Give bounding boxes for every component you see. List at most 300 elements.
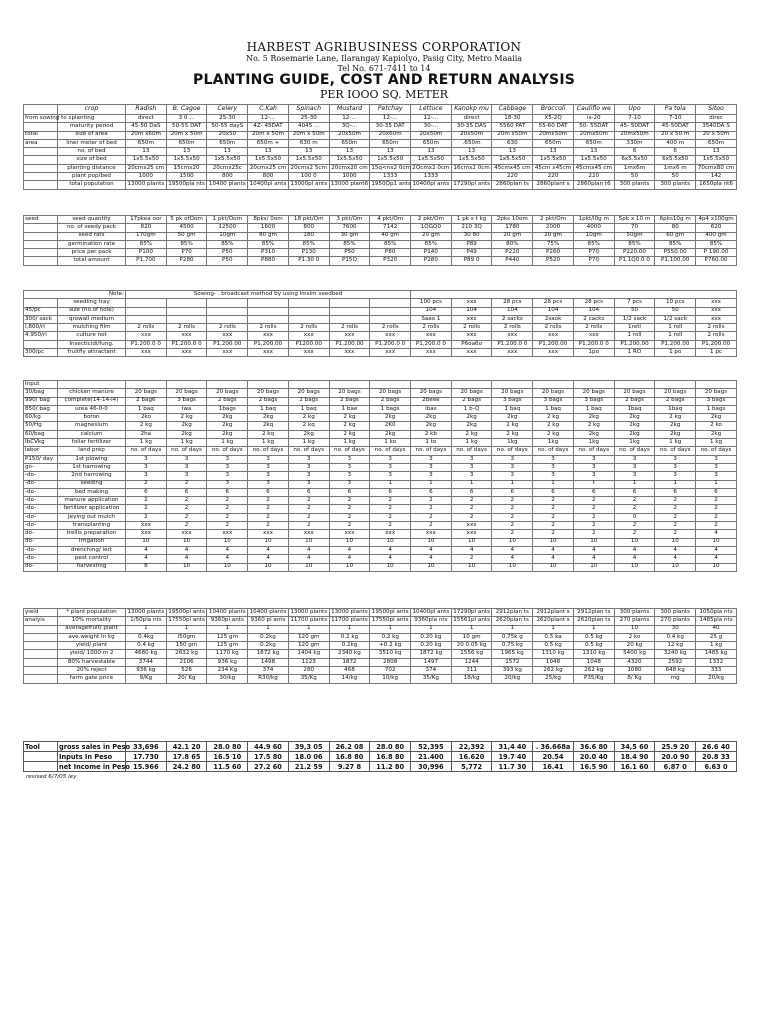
table-cell: 2 <box>696 505 737 513</box>
table-cell: 20m x50m <box>492 131 533 139</box>
table-cell: 0.5 kg <box>573 633 614 641</box>
table-row <box>24 530 737 538</box>
table-cell: 1 kg <box>451 439 492 447</box>
table-cell: 2 rolls <box>696 324 737 332</box>
table-cell: xxx <box>696 315 737 323</box>
row-category: 45/pc <box>24 307 58 315</box>
table-cell: 2 <box>573 522 614 530</box>
table-cell: 4 <box>696 530 737 538</box>
table-cell: 0.20 kg <box>411 642 452 650</box>
table-cell: 20/kg <box>492 675 533 683</box>
table-cell: 262 kg <box>533 667 574 675</box>
table-cell: 2kg <box>573 414 614 422</box>
table-cell: 2 kq <box>288 422 329 430</box>
table-cell: 14/kg <box>329 675 370 683</box>
table-cell: 13 <box>492 148 533 156</box>
table-cell: 20 bags <box>533 389 574 397</box>
totals-cell: 36.6 80 <box>573 742 614 752</box>
table-cell: 1 RO <box>614 349 655 357</box>
table-cell: 1 <box>655 480 696 488</box>
table-cell: 9360pla nts <box>411 617 452 625</box>
table-cell: 800 <box>207 173 248 181</box>
table-cell: Petchay <box>370 105 411 115</box>
table-cell <box>248 381 289 389</box>
table-cell: 1QGQ0 <box>411 224 452 232</box>
table-cell: 3 <box>370 455 411 463</box>
table-cell: 0.75 kg <box>492 642 533 650</box>
table-cell: 2 <box>492 497 533 505</box>
table-cell: 3 <box>655 463 696 471</box>
table-cell: 650m <box>207 139 248 147</box>
table-cell: 2 <box>411 513 452 521</box>
table-cell: 6x5.5x50 <box>655 156 696 164</box>
table-cell: 1 <box>329 625 370 633</box>
table-cell <box>207 307 248 315</box>
table-cell: 10 <box>207 563 248 571</box>
table-cell: 50 <box>614 307 655 315</box>
row-category: 60/kg <box>24 414 58 422</box>
row-category: -do- <box>24 497 58 505</box>
table-cell: 468 <box>329 667 370 675</box>
table-cell: no. of days <box>696 447 737 455</box>
row-label <box>58 381 126 389</box>
totals-cell: 42.1 20 <box>166 742 207 752</box>
table-cell: 3 bags <box>696 397 737 405</box>
row-label: 1st harrowing <box>58 463 126 471</box>
table-cell: 1 baq <box>288 405 329 413</box>
table-cell: 2kg <box>451 422 492 430</box>
table-cell: 3 <box>126 463 167 471</box>
table-cell: 20 gm <box>411 232 452 240</box>
table-cell: P1,200.0 0 <box>411 340 452 348</box>
table-cell: 1baq <box>655 405 696 413</box>
table-cell: 20x50m <box>329 131 370 139</box>
table-cell: 20 bags <box>207 389 248 397</box>
totals-label: Inputs In Peso <box>58 752 126 762</box>
table-cell: 104 <box>451 307 492 315</box>
table-cell: 7-10 <box>655 115 696 123</box>
table-cell: 50-55 dayS <box>207 123 248 131</box>
table-row <box>24 609 737 617</box>
table-cell: xxx <box>207 530 248 538</box>
row-label: boron <box>58 414 126 422</box>
table-cell: 20mx50m <box>573 131 614 139</box>
table-cell: 25-30 <box>288 115 329 123</box>
table-cell: Radish <box>126 105 167 115</box>
table-cell: 2 <box>288 497 329 505</box>
table-cell: 620 <box>696 224 737 232</box>
table-cell: 2 <box>533 505 574 513</box>
table-cell: P1,200.00 <box>696 340 737 348</box>
row-label: total amount <box>58 257 126 265</box>
table-cell: 4 <box>329 546 370 554</box>
table-cell: 300 plants <box>655 609 696 617</box>
table-cell: 300 plants <box>655 181 696 189</box>
table-cell: 125 gm <box>207 633 248 641</box>
table-cell: no. of days <box>207 447 248 455</box>
row-label: seed rats <box>58 232 126 240</box>
table-cell: 1/50pla nts <box>126 617 167 625</box>
table-cell: 9360 pl ants <box>248 617 289 625</box>
table-cell: 2 rolls <box>573 324 614 332</box>
table-cell: 0.75k g <box>492 633 533 641</box>
table-cell: 3 <box>126 472 167 480</box>
row-category: 4,950/rl <box>24 332 58 340</box>
table-cell: 2 bags <box>655 397 696 405</box>
table-cell: direct <box>451 115 492 123</box>
table-cell: 1 <box>411 625 452 633</box>
table-cell: 20x50m <box>451 131 492 139</box>
table-cell: 1mx6m <box>614 164 655 172</box>
table-cell: P550.00 <box>655 249 696 257</box>
table-cell: 4 <box>370 555 411 563</box>
table-cell: 1485 kg <box>696 650 737 658</box>
table-cell: 12-... <box>411 115 452 123</box>
table-cell: 1556 kg <box>451 650 492 658</box>
table-cell: Kanokp mu <box>451 105 492 115</box>
table-cell: 3 <box>696 455 737 463</box>
table-cell: 2 <box>614 530 655 538</box>
table-cell: P310 <box>248 249 289 257</box>
table-row <box>24 563 737 571</box>
table-cell: 30-35 DAS <box>451 123 492 131</box>
table-cell: 13 <box>370 148 411 156</box>
totals-table <box>23 741 737 772</box>
table-cell: 10 <box>451 563 492 571</box>
table-cell: P1,200.00 <box>533 340 574 348</box>
table-cell: 650m <box>573 139 614 147</box>
table-cell: 374 <box>248 667 289 675</box>
table-cell: 1mx6 m <box>655 164 696 172</box>
table-row <box>24 455 737 463</box>
row-category: total <box>24 131 58 139</box>
table-cell: 2kq <box>248 422 289 430</box>
totals-cell: 11.2 80 <box>370 762 411 772</box>
table-row <box>24 315 737 323</box>
table-cell: 3 <box>329 472 370 480</box>
table-cell <box>451 173 492 181</box>
table-cell: 6 <box>533 488 574 496</box>
table-cell: 10400pl ants <box>249 181 287 188</box>
table-cell: 6 <box>696 488 737 496</box>
table-cell: 40 gm <box>370 232 411 240</box>
table-cell: xxx <box>288 349 329 357</box>
totals-cell: 17.8 65 <box>166 752 207 762</box>
table-cell: P1,200.00 <box>614 340 655 348</box>
totals-category: Tool <box>24 742 58 752</box>
totals-category <box>24 762 58 772</box>
table-cell: 4 <box>411 546 452 554</box>
table-cell: 142 <box>696 173 737 181</box>
table-cell: 650m <box>126 139 167 147</box>
table-cell: P1,100.00 <box>655 257 696 265</box>
row-category <box>24 105 58 115</box>
table-cell: 1 <box>451 625 492 633</box>
table-cell: no. of days <box>166 447 207 455</box>
table-cell: 10 <box>655 538 696 546</box>
table-cell: 20 bags <box>370 389 411 397</box>
table-cell: 1 baq <box>492 405 533 413</box>
table-cell: 80 <box>655 224 696 232</box>
table-cell: no. of days <box>370 447 411 455</box>
table-cell <box>329 315 370 323</box>
row-category <box>24 625 58 633</box>
table-row <box>24 389 737 397</box>
table-cell: 10 <box>248 538 289 546</box>
table-cell: xxx <box>411 332 452 340</box>
table-cell: 20/ Kg <box>166 675 207 683</box>
totals-cell: 16.8 80 <box>329 752 370 762</box>
table-cell: P130 <box>288 249 329 257</box>
table-cell: 2 rolls <box>451 324 492 332</box>
row-category <box>24 148 58 156</box>
table-cell: 2 <box>573 530 614 538</box>
table-cell: 1 <box>533 480 574 488</box>
table-cell: 4 <box>533 555 574 563</box>
table-cell: 16cmx2 0cm <box>451 164 492 172</box>
table-cell: 85% <box>126 240 167 248</box>
table-cell: 2 kg <box>126 422 167 430</box>
table-cell: 15q<nx2 0cm <box>371 164 411 171</box>
table-cell: 9360pl ants <box>207 617 248 625</box>
table-cell: Cabbage <box>492 105 533 115</box>
table-cell: 3 <box>696 463 737 471</box>
table-cell: 2 <box>614 497 655 505</box>
row-category: seed <box>24 216 58 224</box>
table-cell: xxx <box>248 332 289 340</box>
table-row <box>24 299 737 307</box>
table-cell: 80 gm <box>248 232 289 240</box>
table-cell: 12500 <box>207 224 248 232</box>
table-cell: P89 0 <box>451 257 492 265</box>
table-cell: 2 bags <box>207 397 248 405</box>
table-cell: 15cmx20 <box>166 164 207 172</box>
table-cell: 2 <box>166 505 207 513</box>
table-cell: 1/2 sack <box>614 315 655 323</box>
row-label: land prep <box>58 447 126 455</box>
totals-label: net Income in Peso <box>59 762 130 771</box>
row-category: 990/ bag <box>24 397 58 405</box>
table-cell: 311 <box>451 667 492 675</box>
row-label: magnesium <box>58 422 126 430</box>
table-cell: 20cmx2 5cm <box>288 164 329 172</box>
row-label: complete(14-14-l4) <box>58 397 126 405</box>
row-category <box>24 667 58 675</box>
table-cell: 4000 <box>573 224 614 232</box>
table-cell: 1 pkt/Oom <box>207 216 248 224</box>
table-cell: 4 <box>207 555 248 563</box>
table-cell: 2 rolls <box>533 324 574 332</box>
table-cell: 3 <box>614 463 655 471</box>
table-cell: 3 <box>451 463 492 471</box>
table-cell: mg <box>655 675 696 683</box>
table-row <box>24 667 737 675</box>
table-cell: 2 <box>451 513 492 521</box>
table-cell: 3 <box>655 472 696 480</box>
table-cell: 1retl <box>614 324 655 332</box>
table-cell: 4 <box>492 546 533 554</box>
table-cell: no. of days <box>248 447 289 455</box>
table-cell: 6 <box>370 488 411 496</box>
table-cell: 20m x 50m <box>248 131 289 139</box>
totals-cell: 44.9 60 <box>248 742 289 752</box>
row-label: foliar fertilizer <box>58 439 126 447</box>
table-cell: 2 <box>411 497 452 505</box>
table-cell: 45cmx45 cm <box>492 164 533 172</box>
table-row <box>24 105 737 115</box>
table-cell: 17290pl ants <box>453 181 490 188</box>
row-category: 50/Hg <box>24 422 58 430</box>
table-cell: 1kg <box>614 439 655 447</box>
table-cell: 3 <box>207 480 248 488</box>
table-row <box>24 650 737 658</box>
table-cell: 1572 <box>492 658 533 666</box>
table-row <box>24 257 737 265</box>
table-cell: 2 rolls <box>329 324 370 332</box>
table-cell: 800 <box>288 224 329 232</box>
table-cell: 1 pk s t kg <box>451 216 492 224</box>
table-cell: 1x5.5x50 <box>329 156 370 164</box>
table-cell: P50 <box>329 249 370 257</box>
row-label: fruitfly attractant <box>58 349 126 357</box>
table-cell: P80 <box>370 249 411 257</box>
table-cell: 10400 plants <box>208 608 246 615</box>
table-cell: 5560 PAT <box>492 123 533 131</box>
table-cell: B. Cagoe <box>166 105 207 115</box>
table-cell: xxx <box>329 530 370 538</box>
table-cell: xxx <box>370 349 411 357</box>
table-cell: 20 bags <box>411 389 452 397</box>
table-cell: 1333 <box>370 173 411 181</box>
table-cell: 10 <box>329 563 370 571</box>
table-cell: 2 bags <box>329 397 370 405</box>
table-cell: 1 b-Q <box>451 405 492 413</box>
table-cell: 280 <box>288 667 329 675</box>
table-cell: 10 <box>329 538 370 546</box>
table-cell: 3 <box>492 463 533 471</box>
table-cell: 10 <box>614 563 655 571</box>
table-cell: 10 <box>166 563 207 571</box>
table-cell: 2kg <box>207 430 248 438</box>
document-title: PLANTING GUIDE, COST AND RETURN ANALYSIS <box>192 72 576 88</box>
table-cell <box>126 299 167 307</box>
table-cell: 2 kg <box>329 430 370 438</box>
table-cell: no. of days <box>288 447 329 455</box>
table-cell: 1 <box>411 480 452 488</box>
table-cell: 13 <box>288 148 329 156</box>
table-cell: 20x50 <box>207 131 248 139</box>
totals-cell: 16.41 <box>533 762 574 772</box>
section-4-table <box>23 380 737 572</box>
table-cell: 2 <box>207 522 248 530</box>
table-cell: 650m <box>411 139 452 147</box>
totals-cell: 16.5 90 <box>573 762 614 772</box>
table-cell: 1000 <box>329 173 370 181</box>
table-cell: 2kg <box>614 422 655 430</box>
table-cell: 13 <box>696 148 737 156</box>
table-cell: 2106 <box>166 658 207 666</box>
table-cell: xxx <box>370 530 411 538</box>
table-cell: 3 <box>248 455 289 463</box>
table-cell: 10400 plants <box>249 608 287 615</box>
table-cell: 2kg <box>166 430 207 438</box>
table-cell: 1x5.5x50 <box>207 156 248 164</box>
table-cell: 3 <box>166 472 207 480</box>
table-cell: R30/kg <box>248 675 289 683</box>
table-cell: 4 <box>451 546 492 554</box>
table-cell: 3 <box>370 472 411 480</box>
totals-cell: 33,696 <box>126 742 167 752</box>
table-cell: 2860plan t6 <box>573 181 614 189</box>
totals-cell: 26.6 40 <box>696 742 737 752</box>
table-cell: 2 ko <box>696 422 737 430</box>
table-cell: 2 <box>655 522 696 530</box>
table-cell: 10 <box>573 538 614 546</box>
row-category: -do- <box>24 546 58 554</box>
row-category: -do- <box>24 522 58 530</box>
totals-cell: 20.0 90 <box>655 752 696 762</box>
totals-cell: 28.0 80 <box>370 742 411 752</box>
table-cell: 85% <box>411 240 452 248</box>
totals-cell: 20.8 33 <box>696 752 737 762</box>
table-cell: 40 <box>696 625 737 633</box>
table-row <box>24 148 737 156</box>
table-cell: 170gm <box>126 232 167 240</box>
table-row <box>24 123 737 131</box>
table-cell <box>370 381 411 389</box>
table-cell: Celery <box>207 105 248 115</box>
table-cell: 3 <box>288 480 329 488</box>
row-label: bed making <box>58 488 126 496</box>
table-cell: 936 kg <box>126 667 167 675</box>
table-cell <box>451 381 492 389</box>
company-address: No. 5 Rosemarie Lane, Ilarangay Kapiolyo, Pasig City, Metro Maaiia <box>245 54 523 63</box>
table-cell: P1,200.0 0 <box>573 340 614 348</box>
table-cell: 17550pl ants <box>168 617 205 624</box>
table-cell: 1332 <box>696 658 737 666</box>
table-cell: 6x5.5x50 <box>614 156 655 164</box>
table-cell: 262 kg <box>573 667 614 675</box>
table-cell: 2 <box>573 497 614 505</box>
table-cell: 2 <box>329 505 370 513</box>
table-cell: 1 bags <box>696 405 737 413</box>
table-cell: 1 bags <box>370 405 411 413</box>
table-cell: 4 <box>614 546 655 554</box>
table-cell: 3 <box>533 463 574 471</box>
table-cell: xxx <box>533 349 574 357</box>
table-cell: 6 <box>655 488 696 496</box>
table-cell: 10 <box>533 563 574 571</box>
table-cell: 1bags <box>207 405 248 413</box>
table-cell: 1123 <box>288 658 329 666</box>
table-cell: no. of days <box>411 447 452 455</box>
row-category: do- <box>24 530 58 538</box>
table-cell: 1 <box>492 625 533 633</box>
table-cell: 3 bags <box>533 397 574 405</box>
table-cell: 2Qcmx2 0cm <box>412 164 450 171</box>
table-cell: 4 <box>166 555 207 563</box>
table-cell: 650m <box>370 139 411 147</box>
table-cell: 2620plan ts <box>573 617 614 625</box>
table-cell <box>573 381 614 389</box>
table-cell: 4 <box>614 555 655 563</box>
table-cell: 2 rolls <box>288 324 329 332</box>
totals-cell: 16.620 <box>451 752 492 762</box>
table-cell: 2 <box>329 497 370 505</box>
row-category <box>24 650 58 658</box>
table-row <box>24 658 737 666</box>
table-cell: 220 <box>533 173 574 181</box>
